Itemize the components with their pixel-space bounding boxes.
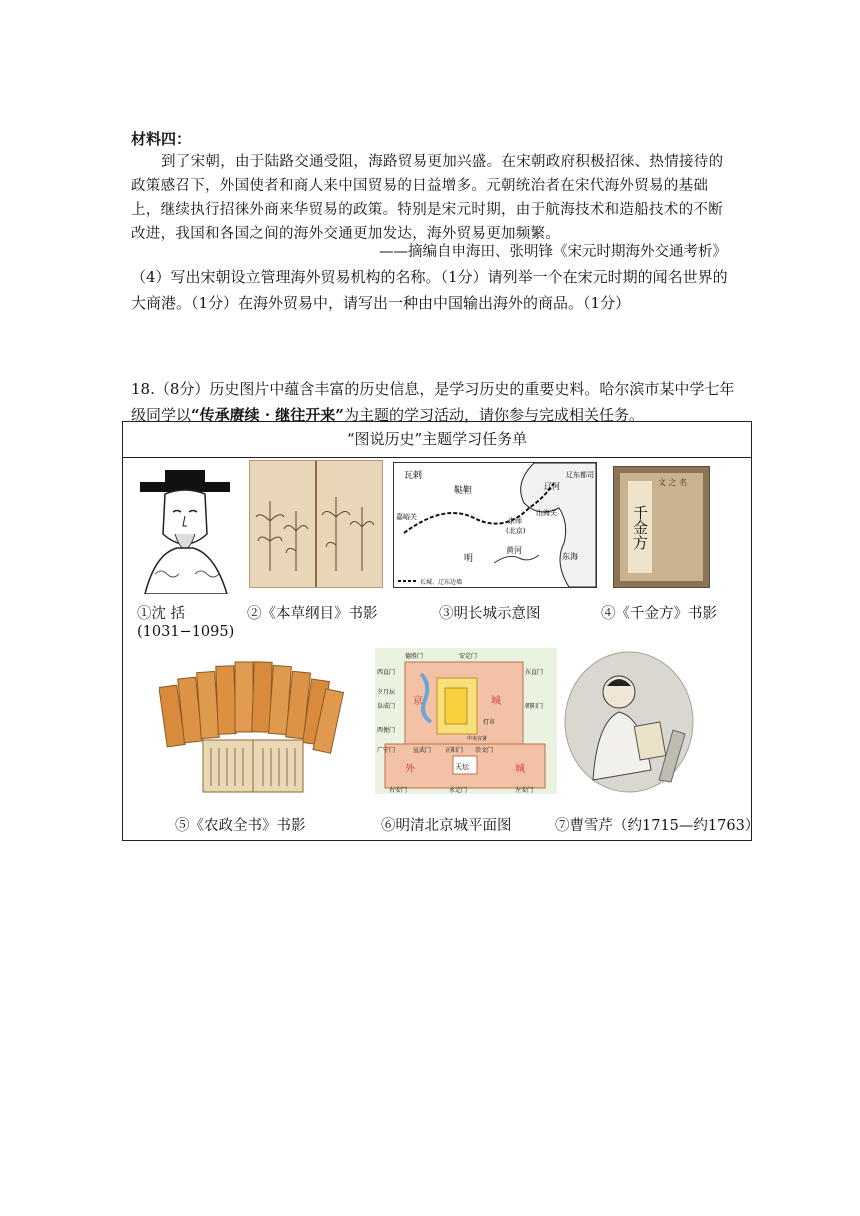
plan-label-chongwenmen: 崇文门 [475,747,494,754]
plan-label-zuoanmen: 左安门 [515,787,534,794]
figure-6-caption: ⑥明清北京城平面图 [381,818,512,834]
question-18-prefix: 18.（8分）历史图片中蕴含丰富的历史信息，是学习历史的重要史料。哈尔滨市某中学七年级同学以 [131,380,735,424]
map-label-liaohe: 辽河 [544,482,560,491]
plan-label-guanganmen: 广宁门 [377,747,396,754]
map-label-huanghe: 黄河 [506,546,522,555]
question-18-suffix: 为主题的学习活动，请你参与完成相关任务。 [343,406,644,424]
map-label-liaodong: 辽东都司 [566,471,594,479]
figure-3-caption: ③明长城示意图 [439,606,541,622]
figure-2-caption: ②《本草纲目》书影 [247,606,378,622]
plan-label-xizhimen: 西直门 [377,669,396,676]
plan-label-chaoyangmen: 朝阳门 [525,703,544,710]
plan-label-deshengmen: 德胜门 [405,653,424,660]
qianjin-title: 千金方 [628,481,652,573]
nongzheng-quanshu-image [159,656,347,794]
map-label-ming: 明 [464,554,474,564]
map-label-jingshi: 京师 [508,517,522,525]
plan-label-fuchengmen: 阜成门 [377,703,396,710]
ming-great-wall-map [393,462,597,588]
beijing-city-plan [375,648,557,794]
material-four-source: ——摘编自申海田、张明锋《宋元时期海外交通考析》 [379,244,727,260]
figure-7-caption: ⑦曹雪芹（约1715—约1763） [555,818,760,834]
task-sheet-header: “图说历史”主题学习任务单 [123,422,751,458]
map-label-jiayuguan: 嘉峪关 [396,513,417,521]
map-label-tatar: 鞑靼 [454,486,473,496]
shen-kuo-portrait [135,464,235,594]
plan-label-zhengyangmen: 正阳门 [445,747,464,754]
task-sheet [122,421,760,841]
plan-label-andingmen: 安定门 [459,653,478,660]
plan-label-zhongshan: 中央官署 [467,736,488,742]
cao-xueqin-portrait [563,650,695,794]
figure-1-years: (1031−1095) [137,624,235,640]
plan-label-yuetan: 夕月坛 [377,689,396,696]
map-legend: 长城、辽东边墙 [420,579,463,586]
plan-label-yongdingmen: 永定门 [449,787,468,794]
plan-label-dengshi: 灯市 [483,719,496,726]
figure-1-caption: ①沈 括 [137,606,186,622]
map-label-beijing: (北京) [506,527,526,535]
plan-label-jing: 京 [413,696,423,707]
bencao-gangmu-image [249,460,383,588]
figure-5-caption: ⑤《农政全书》书影 [175,818,306,834]
plan-label-dongzhimen: 东直门 [525,669,544,676]
question-18-theme: “传承赓续 · 继往开来” [191,406,344,424]
plan-label-tiantan: 天坛 [455,763,469,771]
material-four-paragraph: 到了宋朝，由于陆路交通受阻，海路贸易更加兴盛。在宋朝政府积极招徕、热情接待的政策感召下，外国使者和商人来中国贸易的日益增多。元朝统治者在宋代海外贸易的基础上，继续执行招徕外商来华贸易的政策。特别是宋元时期，由于航海技术和造船技术的不断改进，我国和各国之间的海外交通更加发达，海外贸易更加频繁。 [131,154,724,242]
plan-label-youanmen: 右安门 [389,787,408,794]
figure-4-caption: ④《千金方》书影 [601,606,717,622]
plan-label-wai: 外 [405,764,415,775]
qianjin-fang-image [613,466,710,588]
plan-label-cheng: 城 [491,696,501,707]
map-label-donghai: 东海 [562,552,578,561]
material-four-title: 材料四： [131,130,192,148]
map-label-shanhaiguan: 山海关 [536,509,557,517]
map-label-wala: 瓦剌 [404,471,423,481]
question-4-text: （4）写出宋朝设立管理海外贸易机构的名称。（1分）请列举一个在宋元时期的闻名世界的大商港。（1分）在海外贸易中，请写出一种由中国输出海外的商品。（1分） [131,268,728,312]
plan-label-xuanwumen: 宣武门 [413,747,432,754]
qianjin-top-text: 文 之 名 [658,478,688,487]
plan-label-cheng2: 城 [515,764,525,775]
plan-label-xibianmen: 西便门 [377,727,396,734]
